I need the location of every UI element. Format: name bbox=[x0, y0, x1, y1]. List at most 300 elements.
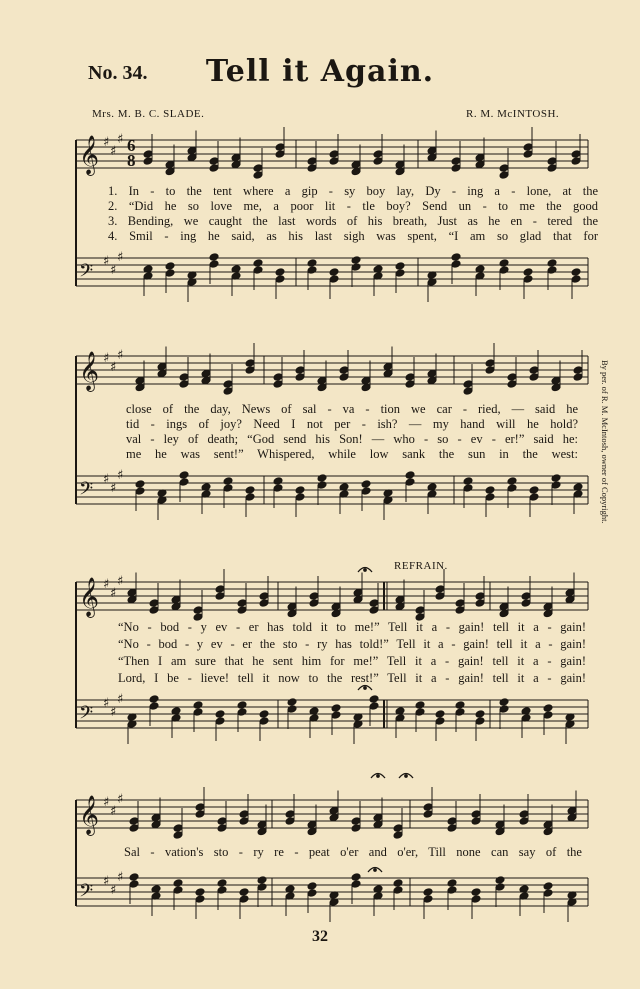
bass-notehead bbox=[351, 256, 361, 265]
bass-notehead bbox=[165, 269, 175, 278]
treble-notehead bbox=[395, 160, 405, 169]
treble-notehead bbox=[353, 595, 363, 604]
bass-notehead bbox=[405, 471, 415, 480]
hymn-title: Tell it Again. bbox=[205, 54, 435, 89]
svg-text:♯: ♯ bbox=[110, 360, 117, 375]
bass-notehead bbox=[223, 484, 233, 493]
bass-notehead bbox=[245, 486, 255, 495]
bass-notehead bbox=[237, 701, 247, 710]
treble-notehead bbox=[257, 820, 267, 829]
treble-notehead bbox=[351, 817, 361, 826]
treble-notehead bbox=[259, 592, 269, 601]
treble-notehead bbox=[331, 609, 341, 618]
treble-notehead bbox=[257, 827, 267, 836]
bass-clef-icon: 𝄢 bbox=[79, 881, 94, 906]
bass-notehead bbox=[523, 275, 533, 284]
treble-notehead bbox=[237, 599, 247, 608]
treble-notehead bbox=[127, 588, 137, 597]
treble-notehead bbox=[217, 817, 227, 826]
svg-text:♯: ♯ bbox=[103, 874, 110, 889]
verse-1-line: “No - bod - y ev - er has told it to me!” Tell it a - gain! tell it a - gain! bbox=[118, 620, 586, 634]
bass-notehead bbox=[455, 701, 465, 710]
treble-notehead bbox=[151, 820, 161, 829]
treble-notehead bbox=[285, 810, 295, 819]
treble-notehead bbox=[427, 146, 437, 155]
treble-notehead bbox=[309, 599, 319, 608]
treble-notehead bbox=[171, 595, 181, 604]
treble-notehead bbox=[573, 366, 583, 375]
treble-notehead bbox=[543, 602, 553, 611]
treble-notehead bbox=[351, 824, 361, 833]
bass-notehead bbox=[495, 883, 505, 892]
bass-notehead bbox=[369, 702, 379, 711]
treble-notehead bbox=[435, 585, 445, 594]
bass-notehead bbox=[135, 480, 145, 489]
bass-notehead bbox=[329, 275, 339, 284]
treble-notehead bbox=[475, 160, 485, 169]
treble-notehead bbox=[151, 813, 161, 822]
treble-notehead bbox=[547, 164, 557, 173]
svg-text:♯: ♯ bbox=[103, 472, 110, 487]
bass-notehead bbox=[259, 710, 269, 719]
bass-notehead bbox=[447, 886, 457, 895]
treble-notehead bbox=[499, 171, 509, 180]
treble-notehead bbox=[295, 373, 305, 382]
verse-1-line: close of the day, News of sal - va - tion we car - ried, — said he bbox=[126, 402, 578, 416]
bass-notehead bbox=[447, 879, 457, 888]
hymn-number: No. 34. bbox=[88, 62, 148, 84]
treble-notehead bbox=[239, 810, 249, 819]
treble-notehead bbox=[427, 153, 437, 162]
treble-notehead bbox=[275, 143, 285, 152]
treble-clef-icon: 𝄞 bbox=[79, 577, 100, 617]
bass-notehead bbox=[471, 888, 481, 897]
treble-notehead bbox=[193, 606, 203, 615]
treble-notehead bbox=[215, 585, 225, 594]
treble-notehead bbox=[149, 606, 159, 615]
bass-notehead bbox=[129, 880, 139, 889]
treble-notehead bbox=[165, 167, 175, 176]
treble-notehead bbox=[129, 817, 139, 826]
treble-notehead bbox=[427, 376, 437, 385]
bass-notehead bbox=[361, 487, 371, 496]
bass-notehead bbox=[547, 266, 557, 275]
treble-notehead bbox=[423, 803, 433, 812]
bass-notehead bbox=[451, 253, 461, 262]
bass-notehead bbox=[475, 710, 485, 719]
treble-notehead bbox=[309, 592, 319, 601]
composer-credit: R. M. McINTOSH. bbox=[466, 108, 560, 120]
bass-notehead bbox=[361, 480, 371, 489]
treble-notehead bbox=[201, 376, 211, 385]
treble-notehead bbox=[435, 592, 445, 601]
bass-notehead bbox=[237, 708, 247, 717]
treble-notehead bbox=[179, 380, 189, 389]
treble-notehead bbox=[499, 609, 509, 618]
treble-notehead bbox=[223, 387, 233, 396]
treble-notehead bbox=[519, 810, 529, 819]
bass-notehead bbox=[369, 695, 379, 704]
bass-notehead bbox=[217, 886, 227, 895]
verse-4-line: 4. Smil - ing he said, as his last sigh was spent, “I am so glad that for bbox=[108, 229, 598, 243]
treble-notehead bbox=[351, 167, 361, 176]
treble-notehead bbox=[519, 817, 529, 826]
time-signature-top: 6 bbox=[127, 136, 136, 155]
bass-notehead bbox=[351, 880, 361, 889]
treble-notehead bbox=[201, 369, 211, 378]
bass-notehead bbox=[543, 889, 553, 898]
bass-notehead bbox=[173, 879, 183, 888]
bass-notehead bbox=[395, 269, 405, 278]
verse-4-line: me he was sent!” Whispered, while low sank the sun in the west: bbox=[126, 447, 578, 461]
treble-notehead bbox=[149, 599, 159, 608]
treble-notehead bbox=[173, 831, 183, 840]
treble-notehead bbox=[135, 383, 145, 392]
bass-notehead bbox=[551, 481, 561, 490]
treble-notehead bbox=[395, 602, 405, 611]
svg-text:♯: ♯ bbox=[103, 135, 110, 150]
treble-notehead bbox=[373, 150, 383, 159]
treble-notehead bbox=[415, 606, 425, 615]
page-number: 32 bbox=[312, 928, 328, 945]
treble-notehead bbox=[329, 813, 339, 822]
bass-notehead bbox=[275, 275, 285, 284]
svg-text:♯: ♯ bbox=[103, 254, 110, 269]
verse-2-line: “No - bod - y ev - er the sto - ry has told!” Tell it a - gain! tell it a - gain! bbox=[118, 637, 586, 651]
treble-notehead bbox=[231, 160, 241, 169]
treble-notehead bbox=[171, 602, 181, 611]
treble-notehead bbox=[253, 164, 263, 173]
bass-notehead bbox=[571, 268, 581, 277]
treble-notehead bbox=[217, 824, 227, 833]
svg-text:♯: ♯ bbox=[117, 692, 124, 707]
treble-notehead bbox=[565, 588, 575, 597]
svg-text:♯: ♯ bbox=[103, 795, 110, 810]
treble-notehead bbox=[143, 150, 153, 159]
treble-notehead bbox=[495, 827, 505, 836]
treble-notehead bbox=[405, 380, 415, 389]
bass-notehead bbox=[423, 895, 433, 904]
bass-notehead bbox=[499, 705, 509, 714]
treble-notehead bbox=[231, 153, 241, 162]
treble-notehead bbox=[507, 373, 517, 382]
treble-notehead bbox=[329, 150, 339, 159]
bass-notehead bbox=[149, 702, 159, 711]
svg-text:♯: ♯ bbox=[117, 870, 124, 885]
treble-notehead bbox=[369, 606, 379, 615]
bass-notehead bbox=[173, 886, 183, 895]
treble-notehead bbox=[209, 157, 219, 166]
bass-notehead bbox=[239, 895, 249, 904]
treble-notehead bbox=[551, 376, 561, 385]
treble-notehead bbox=[329, 806, 339, 815]
treble-notehead bbox=[529, 366, 539, 375]
treble-notehead bbox=[395, 595, 405, 604]
verse-3-line: val - ley of death; “God send his Son! — who - so - ev - er!” said he: bbox=[126, 432, 578, 446]
treble-notehead bbox=[523, 143, 533, 152]
bass-notehead bbox=[463, 477, 473, 486]
treble-notehead bbox=[523, 150, 533, 159]
bass-notehead bbox=[257, 876, 267, 885]
treble-notehead bbox=[245, 359, 255, 368]
treble-notehead bbox=[295, 366, 305, 375]
bass-notehead bbox=[507, 477, 517, 486]
svg-text:♯: ♯ bbox=[110, 883, 117, 898]
bass-notehead bbox=[331, 704, 341, 713]
bass-notehead bbox=[495, 876, 505, 885]
treble-notehead bbox=[195, 803, 205, 812]
svg-text:♯: ♯ bbox=[103, 577, 110, 592]
treble-notehead bbox=[317, 376, 327, 385]
svg-text:♯: ♯ bbox=[110, 705, 117, 720]
bass-notehead bbox=[415, 701, 425, 710]
bass-notehead bbox=[239, 888, 249, 897]
bass-notehead bbox=[405, 478, 415, 487]
treble-notehead bbox=[285, 817, 295, 826]
treble-notehead bbox=[237, 606, 247, 615]
treble-notehead bbox=[339, 373, 349, 382]
bass-notehead bbox=[257, 883, 267, 892]
bass-notehead bbox=[415, 708, 425, 717]
lyricist-credit: Mrs. M. B. C. SLADE. bbox=[92, 108, 205, 120]
bass-notehead bbox=[543, 704, 553, 713]
treble-notehead bbox=[351, 160, 361, 169]
treble-notehead bbox=[353, 588, 363, 597]
treble-notehead bbox=[245, 366, 255, 375]
verse-1-line: 1. In - to the tent where a gip - sy boy lay, Dy - ing a - lone, at the bbox=[108, 184, 598, 198]
bass-clef-icon: 𝄢 bbox=[79, 703, 94, 728]
bass-notehead bbox=[507, 484, 517, 493]
bass-notehead bbox=[193, 701, 203, 710]
treble-notehead bbox=[179, 373, 189, 382]
bass-notehead bbox=[149, 695, 159, 704]
treble-notehead bbox=[521, 599, 531, 608]
treble-notehead bbox=[273, 373, 283, 382]
treble-notehead bbox=[565, 595, 575, 604]
treble-notehead bbox=[127, 595, 137, 604]
bass-notehead bbox=[295, 486, 305, 495]
svg-text:♯: ♯ bbox=[117, 250, 124, 265]
treble-notehead bbox=[187, 153, 197, 162]
svg-text:♯: ♯ bbox=[103, 351, 110, 366]
treble-notehead bbox=[135, 376, 145, 385]
bass-notehead bbox=[317, 481, 327, 490]
treble-notehead bbox=[395, 167, 405, 176]
verse-4-line: Lord, I be - lieve! tell it now to the rest!” Tell it a - gain! tell it a - gain! bbox=[118, 671, 586, 685]
treble-notehead bbox=[361, 383, 371, 392]
bass-notehead bbox=[485, 486, 495, 495]
bass-notehead bbox=[209, 260, 219, 269]
treble-notehead bbox=[361, 376, 371, 385]
treble-notehead bbox=[259, 599, 269, 608]
bass-notehead bbox=[209, 253, 219, 262]
treble-notehead bbox=[471, 810, 481, 819]
treble-notehead bbox=[455, 606, 465, 615]
svg-text:♯: ♯ bbox=[117, 792, 124, 807]
treble-notehead bbox=[447, 817, 457, 826]
treble-notehead bbox=[173, 824, 183, 833]
bass-notehead bbox=[529, 486, 539, 495]
bass-notehead bbox=[129, 873, 139, 882]
bass-notehead bbox=[275, 268, 285, 277]
bass-clef-icon: 𝄢 bbox=[79, 261, 94, 286]
bass-notehead bbox=[393, 879, 403, 888]
bass-notehead bbox=[215, 710, 225, 719]
treble-notehead bbox=[253, 171, 263, 180]
treble-clef-icon: 𝄞 bbox=[79, 795, 100, 835]
bass-notehead bbox=[523, 268, 533, 277]
treble-notehead bbox=[307, 820, 317, 829]
svg-text:♯: ♯ bbox=[117, 132, 124, 147]
bass-notehead bbox=[435, 710, 445, 719]
key-signature-sharps bbox=[103, 132, 123, 898]
treble-notehead bbox=[339, 366, 349, 375]
treble-clef-icon: 𝄞 bbox=[79, 135, 100, 175]
treble-notehead bbox=[475, 153, 485, 162]
treble-notehead bbox=[329, 157, 339, 166]
treble-notehead bbox=[495, 820, 505, 829]
bass-notehead bbox=[499, 266, 509, 275]
treble-notehead bbox=[451, 164, 461, 173]
bass-notehead bbox=[451, 260, 461, 269]
treble-notehead bbox=[239, 817, 249, 826]
bass-notehead bbox=[287, 698, 297, 707]
bass-notehead bbox=[273, 484, 283, 493]
treble-notehead bbox=[463, 380, 473, 389]
bass-notehead bbox=[529, 493, 539, 502]
treble-notehead bbox=[543, 609, 553, 618]
treble-notehead bbox=[383, 362, 393, 371]
treble-notehead bbox=[529, 373, 539, 382]
treble-notehead bbox=[307, 164, 317, 173]
verse-3-line: 3. Bending, we caught the last words of his breath, Just as he en - tered the bbox=[108, 214, 598, 228]
svg-text:♯: ♯ bbox=[110, 804, 117, 819]
treble-notehead bbox=[475, 592, 485, 601]
bass-notehead bbox=[307, 266, 317, 275]
svg-text:♯: ♯ bbox=[117, 468, 124, 483]
treble-notehead bbox=[157, 362, 167, 371]
svg-text:♯: ♯ bbox=[117, 574, 124, 589]
treble-notehead bbox=[547, 157, 557, 166]
bass-notehead bbox=[287, 705, 297, 714]
bass-notehead bbox=[135, 487, 145, 496]
bass-notehead bbox=[435, 717, 445, 726]
treble-notehead bbox=[427, 369, 437, 378]
treble-notehead bbox=[373, 813, 383, 822]
treble-notehead bbox=[471, 817, 481, 826]
treble-notehead bbox=[463, 387, 473, 396]
treble-notehead bbox=[273, 380, 283, 389]
bass-notehead bbox=[195, 895, 205, 904]
treble-notehead bbox=[307, 827, 317, 836]
treble-notehead bbox=[543, 827, 553, 836]
treble-notehead bbox=[187, 146, 197, 155]
svg-text:♯: ♯ bbox=[110, 263, 117, 278]
bass-notehead bbox=[195, 888, 205, 897]
bass-notehead bbox=[273, 477, 283, 486]
time-signature-bottom: 8 bbox=[127, 151, 136, 170]
treble-notehead bbox=[521, 592, 531, 601]
treble-notehead bbox=[165, 160, 175, 169]
treble-notehead bbox=[543, 820, 553, 829]
copyright-credit: By per. of R. M. McIntosh, owner of Copyright. bbox=[600, 360, 610, 524]
bass-notehead bbox=[223, 477, 233, 486]
treble-notehead bbox=[485, 359, 495, 368]
refrain-line: Sal - vation's sto - ry re - peat o'er and o'er, Till none can say of the bbox=[124, 845, 582, 859]
treble-notehead bbox=[567, 806, 577, 815]
bass-notehead bbox=[351, 873, 361, 882]
treble-notehead bbox=[215, 592, 225, 601]
treble-notehead bbox=[331, 602, 341, 611]
svg-text:♯: ♯ bbox=[103, 696, 110, 711]
treble-notehead bbox=[209, 164, 219, 173]
bass-notehead bbox=[307, 882, 317, 891]
treble-notehead bbox=[567, 813, 577, 822]
treble-notehead bbox=[499, 602, 509, 611]
bass-notehead bbox=[307, 259, 317, 268]
bass-notehead bbox=[165, 262, 175, 271]
treble-notehead bbox=[383, 369, 393, 378]
treble-notehead bbox=[369, 599, 379, 608]
verse-3-line: “Then I am sure that he sent him for me!” Tell it a - gain! tell it a - gain! bbox=[118, 654, 586, 668]
treble-notehead bbox=[195, 810, 205, 819]
treble-notehead bbox=[507, 380, 517, 389]
verse-2-line: 2. “Did he so love me, a poor lit - tle boy? Send un - to me the good bbox=[108, 199, 598, 213]
bass-clef-icon: 𝄢 bbox=[79, 479, 94, 504]
bass-notehead bbox=[193, 708, 203, 717]
treble-notehead bbox=[475, 599, 485, 608]
verse-2-line: tid - ings of joy? Need I not per - ish? — my hand will he hold? bbox=[126, 417, 578, 431]
bass-notehead bbox=[543, 711, 553, 720]
treble-notehead bbox=[499, 164, 509, 173]
bass-notehead bbox=[245, 493, 255, 502]
bass-notehead bbox=[253, 266, 263, 275]
bass-notehead bbox=[331, 711, 341, 720]
bass-notehead bbox=[317, 474, 327, 483]
bass-notehead bbox=[551, 474, 561, 483]
treble-notehead bbox=[393, 824, 403, 833]
bass-notehead bbox=[475, 717, 485, 726]
bass-notehead bbox=[307, 889, 317, 898]
bass-notehead bbox=[395, 262, 405, 271]
treble-notehead bbox=[455, 599, 465, 608]
bass-notehead bbox=[215, 717, 225, 726]
bass-notehead bbox=[547, 259, 557, 268]
treble-notehead bbox=[275, 150, 285, 159]
treble-notehead bbox=[373, 820, 383, 829]
treble-notehead bbox=[373, 157, 383, 166]
bass-notehead bbox=[179, 471, 189, 480]
treble-notehead bbox=[129, 824, 139, 833]
treble-notehead bbox=[571, 150, 581, 159]
treble-notehead bbox=[317, 383, 327, 392]
treble-notehead bbox=[287, 602, 297, 611]
bass-notehead bbox=[543, 882, 553, 891]
treble-notehead bbox=[571, 157, 581, 166]
bass-notehead bbox=[455, 708, 465, 717]
bass-notehead bbox=[329, 268, 339, 277]
bass-notehead bbox=[499, 698, 509, 707]
treble-notehead bbox=[551, 383, 561, 392]
bass-notehead bbox=[259, 717, 269, 726]
svg-text:♯: ♯ bbox=[110, 481, 117, 496]
treble-notehead bbox=[485, 366, 495, 375]
treble-notehead bbox=[451, 157, 461, 166]
bass-notehead bbox=[471, 895, 481, 904]
treble-notehead bbox=[423, 810, 433, 819]
bass-notehead bbox=[499, 259, 509, 268]
svg-text:♯: ♯ bbox=[110, 144, 117, 159]
